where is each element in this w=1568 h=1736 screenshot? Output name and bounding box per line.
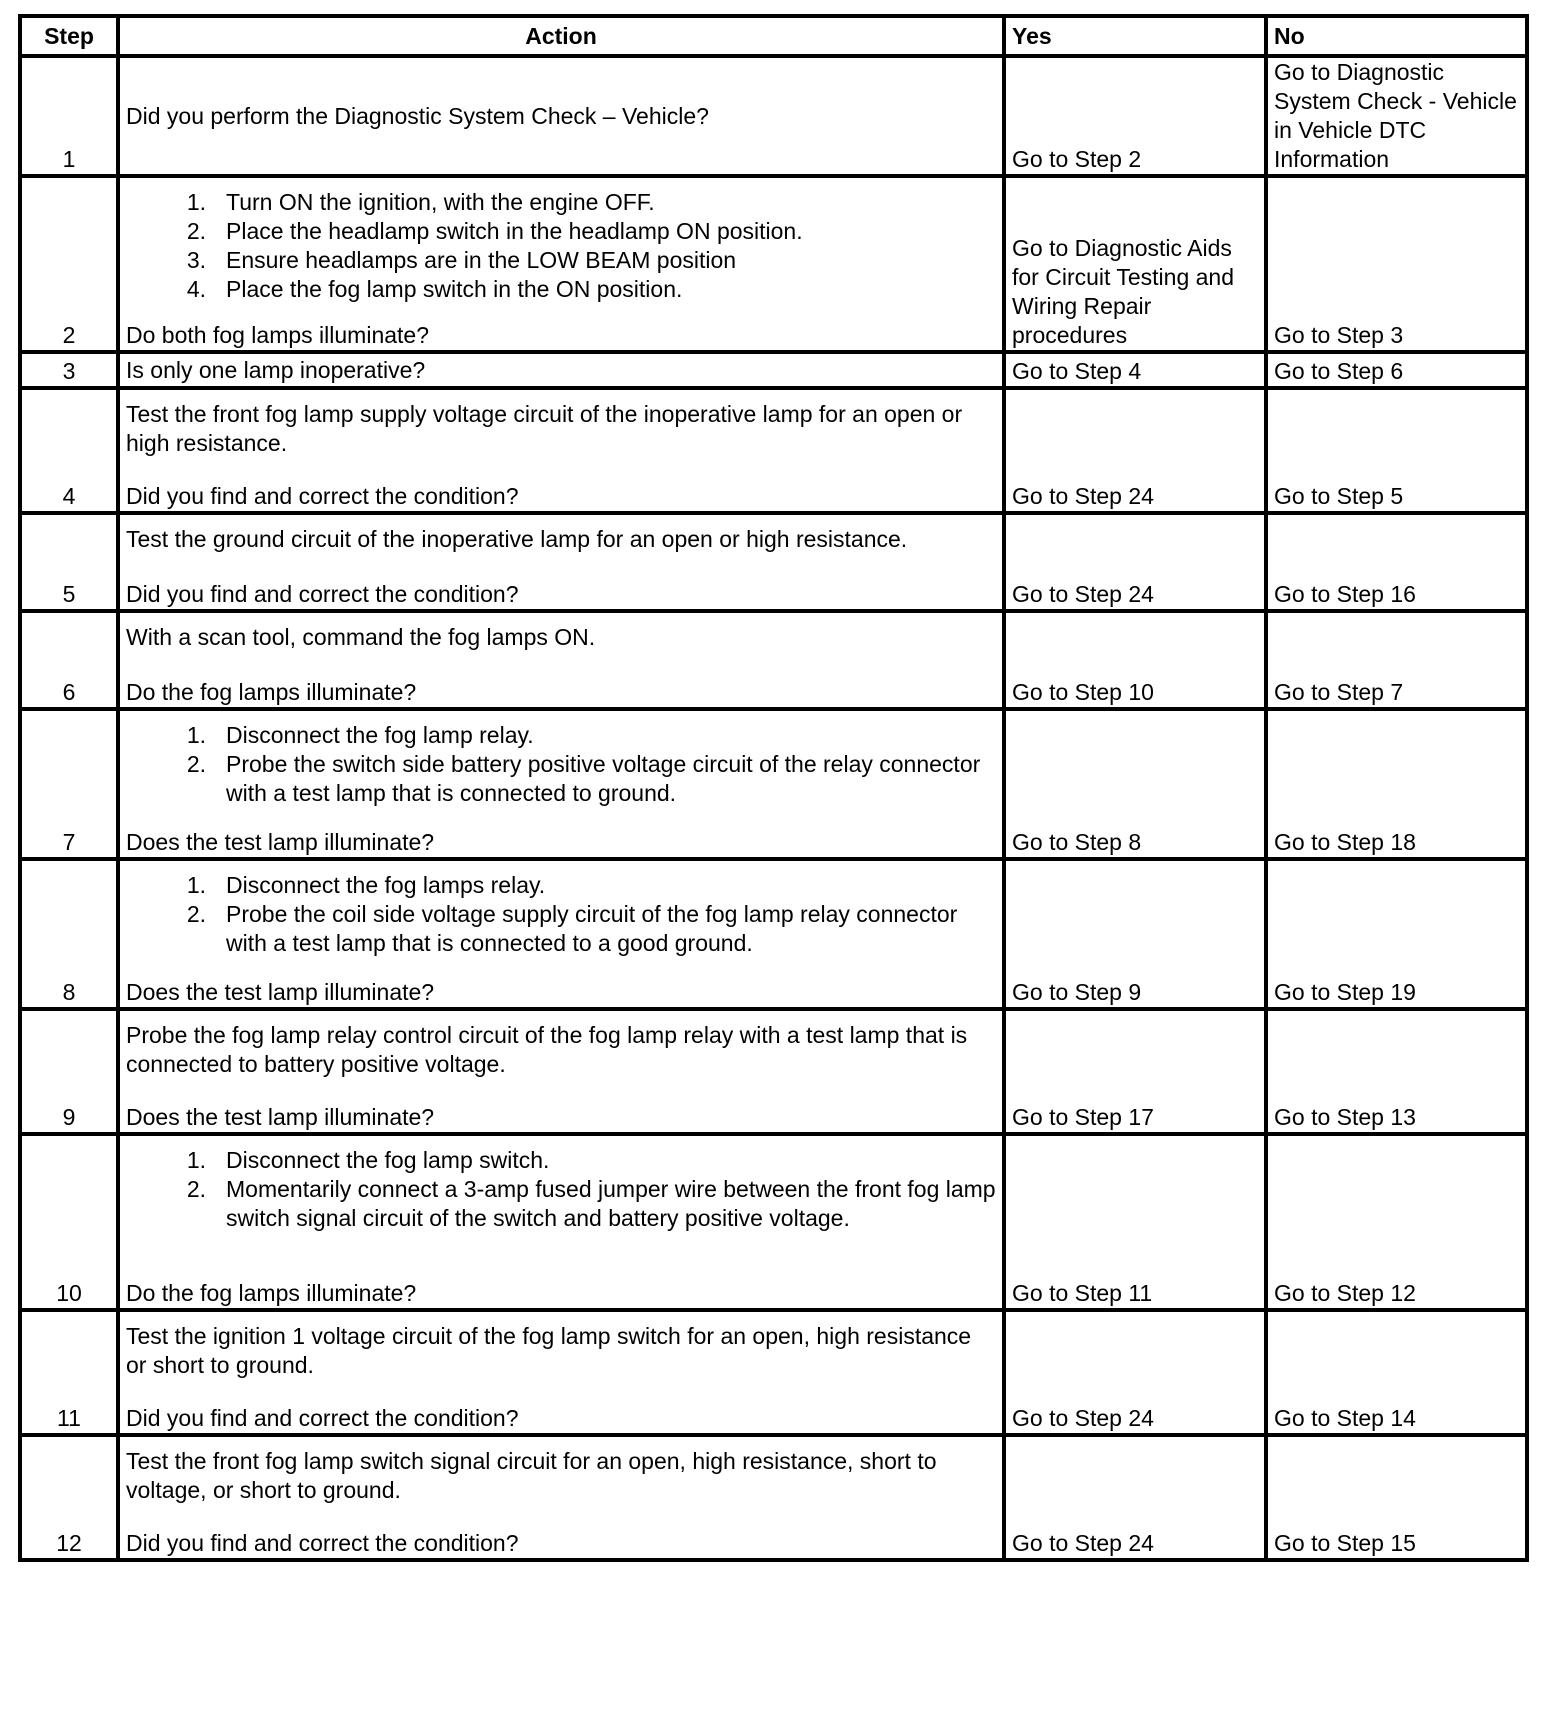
no-cell: Go to Step 7 — [1266, 611, 1527, 709]
action-question: Do the fog lamps illuminate? — [126, 1280, 417, 1306]
no-cell: Go to Step 15 — [1266, 1435, 1527, 1560]
action-top — [126, 871, 996, 958]
action-cell — [118, 56, 1004, 176]
substep-number: 2. — [186, 751, 206, 777]
action-cell — [118, 388, 1004, 513]
action-cell — [118, 709, 1004, 859]
header-yes: Yes — [1004, 16, 1266, 56]
substep-number: 1. — [186, 189, 206, 215]
yes-cell: Go to Step 24 — [1004, 513, 1266, 611]
substep-item — [176, 900, 996, 958]
action-content — [126, 1021, 996, 1132]
action-question: Does the test lamp illuminate? — [126, 1104, 435, 1130]
action-instruction: Test the front fog lamp switch signal circuit for an open, high resistance, short to voltage, or short to ground. — [126, 1448, 937, 1503]
yes-cell: Go to Step 24 — [1004, 1435, 1266, 1560]
substep-number: 1. — [186, 872, 206, 898]
step-number: 6 — [20, 611, 118, 709]
action-instruction: Probe the fog lamp relay control circuit of the fog lamp relay with a test lamp that is connected to battery positive voltage. — [126, 1022, 968, 1077]
header-action: Action — [118, 16, 1004, 56]
substep-item — [176, 275, 996, 304]
yes-cell: Go to Step 24 — [1004, 1310, 1266, 1435]
no-cell: Go to Step 16 — [1266, 513, 1527, 611]
action-top — [126, 188, 996, 304]
no-cell: Go to Step 19 — [1266, 859, 1527, 1009]
yes-cell: Go to Step 17 — [1004, 1009, 1266, 1134]
action-question: Does the test lamp illuminate? — [126, 979, 435, 1005]
table-row — [20, 859, 1527, 1009]
no-cell: Go to Step 5 — [1266, 388, 1527, 513]
action-top — [126, 525, 996, 554]
action-question: Did you find and correct the condition? — [126, 483, 519, 509]
action-cell — [118, 352, 1004, 388]
header-no: No — [1266, 16, 1527, 56]
substep-text: Disconnect the fog lamp switch. — [226, 1147, 550, 1173]
substep-list — [126, 188, 996, 304]
action-instruction: Test the ground circuit of the inoperative lamp for an open or high resistance. — [126, 526, 908, 552]
action-question: Is only one lamp inoperative? — [126, 356, 426, 383]
yes-cell: Go to Diagnostic Aids for Circuit Testing and Wiring Repair procedures — [1004, 176, 1266, 352]
yes-cell: Go to Step 8 — [1004, 709, 1266, 859]
substep-number: 2. — [186, 1176, 206, 1202]
yes-cell: Go to Step 9 — [1004, 859, 1266, 1009]
substep-text: Place the fog lamp switch in the ON position. — [226, 276, 683, 302]
no-cell: Go to Step 6 — [1266, 352, 1527, 388]
yes-cell: Go to Step 4 — [1004, 352, 1266, 388]
action-content — [126, 1322, 996, 1433]
no-cell: Go to Step 12 — [1266, 1134, 1527, 1310]
table-row — [20, 1435, 1527, 1560]
action-question: Did you find and correct the condition? — [126, 1405, 519, 1431]
action-question: Do the fog lamps illuminate? — [126, 679, 417, 705]
substep-item — [176, 1175, 996, 1233]
yes-cell: Go to Step 10 — [1004, 611, 1266, 709]
action-content — [126, 623, 996, 707]
action-top — [126, 1146, 996, 1233]
table-row — [20, 1310, 1527, 1435]
action-question: Do both fog lamps illuminate? — [126, 322, 429, 348]
table-row — [20, 611, 1527, 709]
table-row — [20, 352, 1527, 388]
substep-item — [176, 246, 996, 275]
action-content — [126, 871, 996, 1007]
action-top — [126, 400, 996, 458]
substep-number: 4. — [186, 276, 206, 302]
no-cell: Go to Step 14 — [1266, 1310, 1527, 1435]
no-cell: Go to Step 3 — [1266, 176, 1527, 352]
step-number: 7 — [20, 709, 118, 859]
substep-number: 2. — [186, 901, 206, 927]
substep-text: Probe the switch side battery positive voltage circuit of the relay connector with a test lamp that is connected to ground. — [226, 751, 981, 806]
step-number: 11 — [20, 1310, 118, 1435]
action-question: Did you perform the Diagnostic System Check – Vehicle? — [126, 102, 709, 129]
substep-text: Disconnect the fog lamps relay. — [226, 872, 546, 898]
yes-cell: Go to Step 2 — [1004, 56, 1266, 176]
no-cell: Go to Step 13 — [1266, 1009, 1527, 1134]
step-number: 10 — [20, 1134, 118, 1310]
step-number: 2 — [20, 176, 118, 352]
substep-list — [126, 1146, 996, 1233]
substep-number: 3. — [186, 247, 206, 273]
substep-number: 1. — [186, 722, 206, 748]
action-cell — [118, 611, 1004, 709]
substep-item — [176, 871, 996, 900]
step-number: 4 — [20, 388, 118, 513]
action-question: Does the test lamp illuminate? — [126, 829, 435, 855]
action-cell — [118, 1134, 1004, 1310]
substep-number: 1. — [186, 1147, 206, 1173]
substep-item — [176, 721, 996, 750]
yes-cell: Go to Step 24 — [1004, 388, 1266, 513]
action-instruction: With a scan tool, command the fog lamps ON. — [126, 624, 596, 650]
table-row — [20, 709, 1527, 859]
table-body — [20, 56, 1527, 1560]
substep-list — [126, 721, 996, 808]
action-content — [126, 188, 996, 350]
step-number: 8 — [20, 859, 118, 1009]
substep-text: Probe the coil side voltage supply circuit of the fog lamp relay connector with a test lamp that is connected to a good ground. — [226, 901, 958, 956]
table-row — [20, 1134, 1527, 1310]
table-header-row — [20, 16, 1527, 56]
substep-list — [126, 871, 996, 958]
substep-item — [176, 217, 996, 246]
diagnostic-table — [18, 14, 1529, 1562]
action-cell — [118, 176, 1004, 352]
table-row — [20, 176, 1527, 352]
table-row — [20, 1009, 1527, 1134]
action-content — [126, 525, 996, 609]
substep-text: Momentarily connect a 3-amp fused jumper wire between the front fog lamp switch signal circuit of the switch and battery positive voltage. — [226, 1176, 996, 1231]
substep-text: Turn ON the ignition, with the engine OFF. — [226, 189, 655, 215]
substep-number: 2. — [186, 218, 206, 244]
action-instruction: Test the ignition 1 voltage circuit of the fog lamp switch for an open, high resistance or short to ground. — [126, 1323, 972, 1378]
step-number: 3 — [20, 352, 118, 388]
action-top — [126, 623, 996, 652]
action-cell — [118, 1310, 1004, 1435]
action-cell — [118, 1435, 1004, 1560]
action-cell — [118, 1009, 1004, 1134]
action-top — [126, 1021, 996, 1079]
action-question: Did you find and correct the condition? — [126, 581, 519, 607]
table-row — [20, 513, 1527, 611]
substep-item — [176, 750, 996, 808]
table-row — [20, 56, 1527, 176]
action-top — [126, 1447, 996, 1505]
substep-text: Ensure headlamps are in the LOW BEAM position — [226, 247, 737, 273]
action-cell — [118, 859, 1004, 1009]
header-step: Step — [20, 16, 118, 56]
step-number: 9 — [20, 1009, 118, 1134]
substep-item — [176, 1146, 996, 1175]
step-number: 5 — [20, 513, 118, 611]
action-content — [126, 400, 996, 511]
substep-text: Place the headlamp switch in the headlamp ON position. — [226, 218, 803, 244]
no-cell: Go to Diagnostic System Check - Vehicle in Vehicle DTC Information — [1266, 56, 1527, 176]
action-top — [126, 721, 996, 808]
step-number: 1 — [20, 56, 118, 176]
yes-cell: Go to Step 11 — [1004, 1134, 1266, 1310]
action-content — [126, 66, 996, 166]
substep-item — [176, 188, 996, 217]
action-cell — [118, 513, 1004, 611]
action-question: Did you find and correct the condition? — [126, 1530, 519, 1556]
action-content — [126, 356, 996, 383]
action-instruction: Test the front fog lamp supply voltage circuit of the inoperative lamp for an open or high resistance. — [126, 401, 963, 456]
action-content — [126, 721, 996, 857]
step-number: 12 — [20, 1435, 118, 1560]
action-content — [126, 1146, 996, 1308]
table-row — [20, 388, 1527, 513]
no-cell: Go to Step 18 — [1266, 709, 1527, 859]
action-content — [126, 1447, 996, 1558]
action-top — [126, 1322, 996, 1380]
substep-text: Disconnect the fog lamp relay. — [226, 722, 534, 748]
